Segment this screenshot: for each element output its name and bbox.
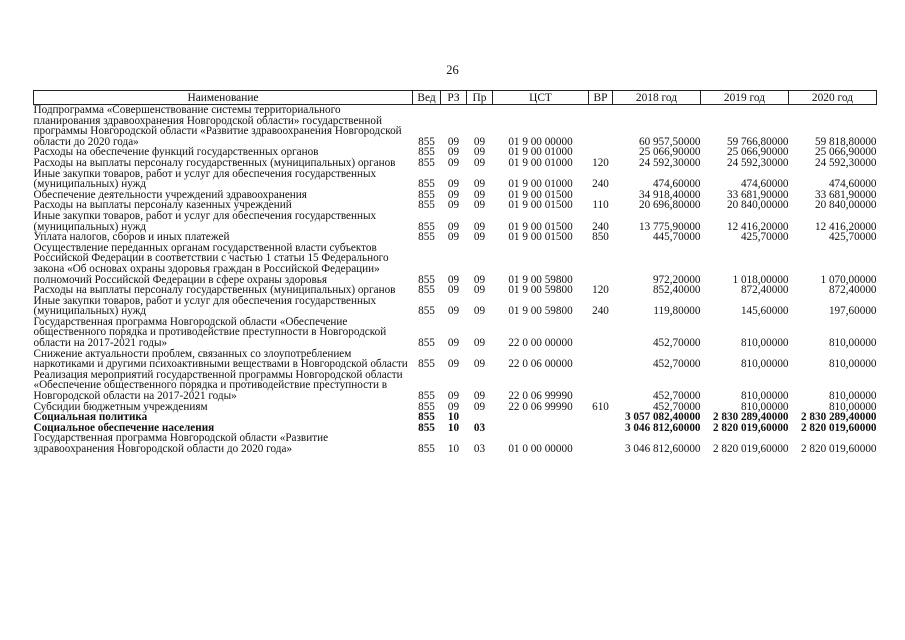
vr-cell: 240 bbox=[592, 220, 609, 233]
name-cell: Расходы на выплаты персоналу казенных учреждений bbox=[33, 199, 292, 212]
table-row bbox=[34, 317, 877, 349]
amount-2019-cell: 810,00000 bbox=[740, 390, 789, 403]
header-pr: Пр bbox=[467, 91, 493, 105]
pr-cell: 09 bbox=[473, 199, 486, 212]
amount-2019-cell: 810,00000 bbox=[740, 400, 789, 413]
amount-2019-cell: 33 681,90000 bbox=[726, 188, 789, 201]
vr-cell bbox=[589, 423, 613, 434]
name-cell: Иные закупки товаров, работ и услуг для обеспечения государственных (муниципальных) нужд bbox=[33, 294, 377, 318]
amount-2018-cell: 3 046 812,60000 bbox=[624, 443, 701, 455]
name-cell: Социальная политика bbox=[33, 411, 148, 424]
amount-2020-cell: 2 820 019,60000 bbox=[800, 421, 877, 434]
ved-cell: 855 bbox=[418, 411, 435, 424]
name-cell: Уплата налогов, сборов и иных платежей bbox=[33, 231, 230, 244]
header-vr: ВР bbox=[589, 91, 613, 105]
pr-cell: 09 bbox=[473, 358, 486, 371]
table-row bbox=[34, 169, 877, 190]
pr-cell: 09 bbox=[473, 220, 486, 233]
name-cell: Реализация мероприятий государственной программы Новгородской области «Обеспечение общественного порядка и противодействие преступности в Новгородской области на 2017-2021 годы» bbox=[33, 368, 403, 403]
ved-cell: 855 bbox=[418, 146, 435, 159]
amount-2018-cell: 452,70000 bbox=[652, 400, 701, 413]
rz-cell: 09 bbox=[447, 273, 460, 286]
cst-cell: 01 9 00 00000 bbox=[508, 135, 573, 148]
vr-cell bbox=[589, 243, 613, 285]
cst-cell: 01 9 00 01000 bbox=[508, 146, 573, 159]
table-row bbox=[34, 158, 877, 169]
rz-cell: 09 bbox=[447, 390, 460, 403]
amount-2020-cell: 810,00000 bbox=[828, 390, 877, 403]
pr-cell: 09 bbox=[473, 156, 486, 169]
amount-2020-cell: 872,40000 bbox=[828, 284, 877, 297]
amount-2019-cell: 20 840,00000 bbox=[726, 199, 789, 212]
table-row bbox=[34, 349, 877, 370]
name-cell: Снижение актуальности проблем, связанных со злоупотреблением наркотиками и другими психоактивными веществами в Новгородской области bbox=[33, 347, 408, 371]
pr-cell: 09 bbox=[473, 178, 486, 191]
amount-2019-cell: 2 820 019,60000 bbox=[712, 443, 789, 455]
vr-cell bbox=[589, 105, 613, 148]
amount-2018-cell: 452,70000 bbox=[652, 358, 701, 371]
rz-cell: 09 bbox=[447, 337, 460, 350]
cst-cell: 01 9 00 01500 bbox=[508, 199, 573, 212]
name-cell: Обеспечение деятельности учреждений здравоохранения bbox=[33, 188, 307, 201]
cst-cell: 01 9 00 59800 bbox=[508, 273, 573, 286]
vr-cell bbox=[589, 349, 613, 370]
amount-2019-cell: 59 766,80000 bbox=[726, 135, 789, 148]
header-cst: ЦСТ bbox=[493, 91, 589, 105]
ved-cell: 855 bbox=[418, 284, 435, 297]
pr-cell: 09 bbox=[473, 273, 486, 286]
header-2018: 2018 год bbox=[613, 91, 701, 105]
cst-cell: 01 9 00 59800 bbox=[508, 284, 573, 297]
cst-cell: 01 9 00 01500 bbox=[508, 231, 573, 244]
amount-2020-cell: 2 830 289,40000 bbox=[800, 411, 877, 424]
name-cell: Осуществление переданных органам государственной власти субъектов Российской Федерации в соответствии с частью 1 статьи 15 Федерального закона «Об основах охраны здоровья граждан в Российской Федерации» полномочий Российской Федерации в сфере охраны здоровья bbox=[33, 241, 389, 286]
amount-2018-cell: 474,60000 bbox=[652, 178, 701, 191]
header-2020: 2020 год bbox=[789, 91, 877, 105]
cst-cell: 22 0 06 99990 bbox=[508, 390, 573, 403]
header-ved: Вед bbox=[413, 91, 441, 105]
name-cell: Государственная программа Новгородской области «Развитие здравоохранения Новгородской области до 2020 года» bbox=[33, 432, 329, 455]
ved-cell: 855 bbox=[418, 231, 435, 244]
amount-2019-cell: 425,70000 bbox=[740, 231, 789, 244]
table-body bbox=[34, 105, 877, 455]
name-cell: Расходы на выплаты персоналу государственных (муниципальных) органов bbox=[33, 284, 396, 297]
ved-cell: 855 bbox=[418, 358, 435, 371]
amount-2020-cell: 1 070,00000 bbox=[820, 273, 877, 286]
pr-cell: 09 bbox=[473, 146, 486, 159]
ved-cell: 855 bbox=[418, 421, 435, 434]
amount-2018-cell: 452,70000 bbox=[652, 390, 701, 403]
name-cell: Иные закупки товаров, работ и услуг для обеспечения государственных (муниципальных) нужд bbox=[33, 167, 377, 191]
ved-cell: 855 bbox=[418, 443, 435, 455]
amount-2018-cell: 60 957,50000 bbox=[638, 135, 701, 148]
rz-cell: 09 bbox=[447, 284, 460, 297]
ved-cell: 855 bbox=[418, 156, 435, 169]
amount-2019-cell: 2 830 289,40000 bbox=[712, 411, 789, 424]
cst-cell: 01 0 00 00000 bbox=[508, 443, 573, 455]
ved-cell: 855 bbox=[418, 188, 435, 201]
rz-cell: 09 bbox=[447, 358, 460, 371]
vr-cell bbox=[589, 317, 613, 349]
amount-2019-cell: 12 416,20000 bbox=[726, 220, 789, 233]
cst-cell: 22 0 00 00000 bbox=[508, 337, 573, 350]
amount-2018-cell: 20 696,80000 bbox=[638, 199, 701, 212]
name-cell: Расходы на обеспечение функций государственных органов bbox=[33, 146, 319, 159]
rz-cell: 09 bbox=[447, 178, 460, 191]
rz-cell: 09 bbox=[447, 199, 460, 212]
amount-2020-cell: 810,00000 bbox=[828, 400, 877, 413]
amount-2018-cell: 119,80000 bbox=[653, 305, 701, 318]
pr-cell: 09 bbox=[473, 231, 486, 244]
cst-cell: 01 9 00 01500 bbox=[508, 220, 573, 233]
pr-cell: 03 bbox=[473, 421, 486, 434]
ved-cell: 855 bbox=[418, 305, 435, 318]
amount-2018-cell: 3 057 082,40000 bbox=[624, 411, 701, 424]
vr-cell: 120 bbox=[592, 284, 609, 297]
pr-cell: 09 bbox=[473, 188, 486, 201]
ved-cell: 855 bbox=[418, 220, 435, 233]
pr-cell: 09 bbox=[473, 305, 486, 318]
table-row bbox=[34, 211, 877, 232]
amount-2019-cell: 872,40000 bbox=[740, 284, 789, 297]
rz-cell: 10 bbox=[447, 421, 460, 434]
rz-cell: 09 bbox=[447, 188, 460, 201]
amount-2020-cell: 24 592,30000 bbox=[814, 156, 877, 169]
name-cell: Государственная программа Новгородской области «Обеспечение общественного порядка и противодействие преступности в Новгородской области на 2017-2021 годы» bbox=[33, 315, 387, 350]
ved-cell: 855 bbox=[418, 273, 435, 286]
pr-cell: 09 bbox=[473, 400, 486, 413]
amount-2020-cell: 33 681,90000 bbox=[814, 188, 877, 201]
amount-2019-cell: 145,60000 bbox=[740, 305, 789, 318]
amount-2020-cell: 810,00000 bbox=[828, 358, 877, 371]
table-row bbox=[34, 243, 877, 285]
amount-2019-cell: 2 820 019,60000 bbox=[712, 421, 789, 434]
pr-cell: 03 bbox=[473, 443, 486, 455]
ved-cell: 855 bbox=[418, 400, 435, 413]
table-header bbox=[34, 91, 877, 105]
header-rz: РЗ bbox=[441, 91, 467, 105]
cst-cell bbox=[493, 423, 589, 434]
table-row bbox=[34, 433, 877, 454]
amount-2018-cell: 445,70000 bbox=[652, 231, 701, 244]
name-cell: Социальное обеспечение населения bbox=[33, 421, 215, 434]
amount-2018-cell: 972,20000 bbox=[652, 273, 701, 286]
amount-2018-cell: 25 066,90000 bbox=[638, 146, 701, 159]
pr-cell: 09 bbox=[473, 390, 486, 403]
vr-cell bbox=[589, 370, 613, 402]
rz-cell: 10 bbox=[447, 443, 460, 455]
vr-cell: 120 bbox=[592, 156, 609, 169]
cst-cell: 01 9 00 59800 bbox=[508, 305, 573, 318]
cst-cell: 22 0 06 99990 bbox=[508, 400, 573, 413]
amount-2018-cell: 3 046 812,60000 bbox=[624, 421, 701, 434]
cst-cell bbox=[493, 412, 589, 423]
rz-cell: 09 bbox=[447, 220, 460, 233]
amount-2018-cell: 13 775,90000 bbox=[638, 220, 701, 233]
amount-2020-cell: 474,60000 bbox=[828, 178, 877, 191]
amount-2019-cell: 1 018,00000 bbox=[732, 273, 789, 286]
vr-cell: 610 bbox=[592, 400, 609, 413]
amount-2019-cell: 810,00000 bbox=[740, 358, 789, 371]
pr-cell: 09 bbox=[473, 284, 486, 297]
table-row bbox=[34, 105, 877, 148]
name-cell: Иные закупки товаров, работ и услуг для обеспечения государственных (муниципальных) нужд bbox=[33, 209, 377, 233]
table-row bbox=[34, 296, 877, 317]
name-cell: Расходы на выплаты персоналу государственных (муниципальных) органов bbox=[33, 156, 396, 169]
amount-2019-cell: 810,00000 bbox=[740, 337, 789, 350]
rz-cell: 09 bbox=[447, 156, 460, 169]
amount-2018-cell: 24 592,30000 bbox=[638, 156, 701, 169]
cst-cell: 01 9 00 01000 bbox=[508, 156, 573, 169]
vr-cell: 240 bbox=[592, 178, 609, 191]
amount-2020-cell: 810,00000 bbox=[828, 337, 877, 350]
name-cell: Подпрограмма «Совершенствование системы территориального планирования здравоохранения Новгородской области» государственной программы Новгородской области «Развитие здравоохранения Новгородской области до 2020 года» bbox=[33, 104, 402, 148]
rz-cell: 09 bbox=[447, 231, 460, 244]
table-row bbox=[34, 370, 877, 402]
amount-2020-cell: 25 066,90000 bbox=[814, 146, 877, 159]
amount-2018-cell: 34 918,40000 bbox=[638, 188, 701, 201]
ved-cell: 855 bbox=[418, 178, 435, 191]
name-cell: Субсидии бюджетным учреждениям bbox=[33, 400, 208, 413]
ved-cell: 855 bbox=[418, 135, 435, 148]
amount-2020-cell: 425,70000 bbox=[828, 231, 877, 244]
amount-2020-cell: 20 840,00000 bbox=[814, 199, 877, 212]
rz-cell: 09 bbox=[447, 135, 460, 148]
amount-2019-cell: 25 066,90000 bbox=[726, 146, 789, 159]
amount-2019-cell: 474,60000 bbox=[740, 178, 789, 191]
header-2019: 2019 год bbox=[701, 91, 789, 105]
amount-2020-cell: 2 820 019,60000 bbox=[800, 443, 877, 455]
rz-cell: 09 bbox=[447, 305, 460, 318]
vr-cell: 110 bbox=[592, 199, 609, 212]
cst-cell: 01 9 00 01000 bbox=[508, 178, 573, 191]
vr-cell: 240 bbox=[592, 305, 609, 318]
rz-cell: 09 bbox=[447, 400, 460, 413]
cst-cell: 22 0 06 00000 bbox=[508, 358, 573, 371]
cst-cell: 01 9 00 01500 bbox=[508, 188, 573, 201]
amount-2020-cell: 59 818,80000 bbox=[814, 135, 877, 148]
amount-2020-cell: 12 416,20000 bbox=[814, 220, 877, 233]
ved-cell: 855 bbox=[418, 337, 435, 350]
rz-cell: 10 bbox=[447, 411, 460, 424]
vr-cell: 850 bbox=[592, 231, 609, 244]
ved-cell: 855 bbox=[418, 199, 435, 212]
pr-cell: 09 bbox=[473, 135, 486, 148]
amount-2018-cell: 852,40000 bbox=[652, 284, 701, 297]
vr-cell bbox=[589, 412, 613, 423]
budget-table bbox=[33, 90, 877, 455]
amount-2019-cell: 24 592,30000 bbox=[726, 156, 789, 169]
page-number: 26 bbox=[446, 63, 459, 77]
amount-2020-cell: 197,60000 bbox=[828, 305, 877, 318]
amount-2018-cell: 452,70000 bbox=[652, 337, 701, 350]
vr-cell bbox=[589, 433, 613, 454]
pr-cell: 09 bbox=[473, 337, 486, 350]
ved-cell: 855 bbox=[418, 390, 435, 403]
rz-cell: 09 bbox=[447, 146, 460, 159]
header-name: Наименование bbox=[34, 91, 413, 105]
